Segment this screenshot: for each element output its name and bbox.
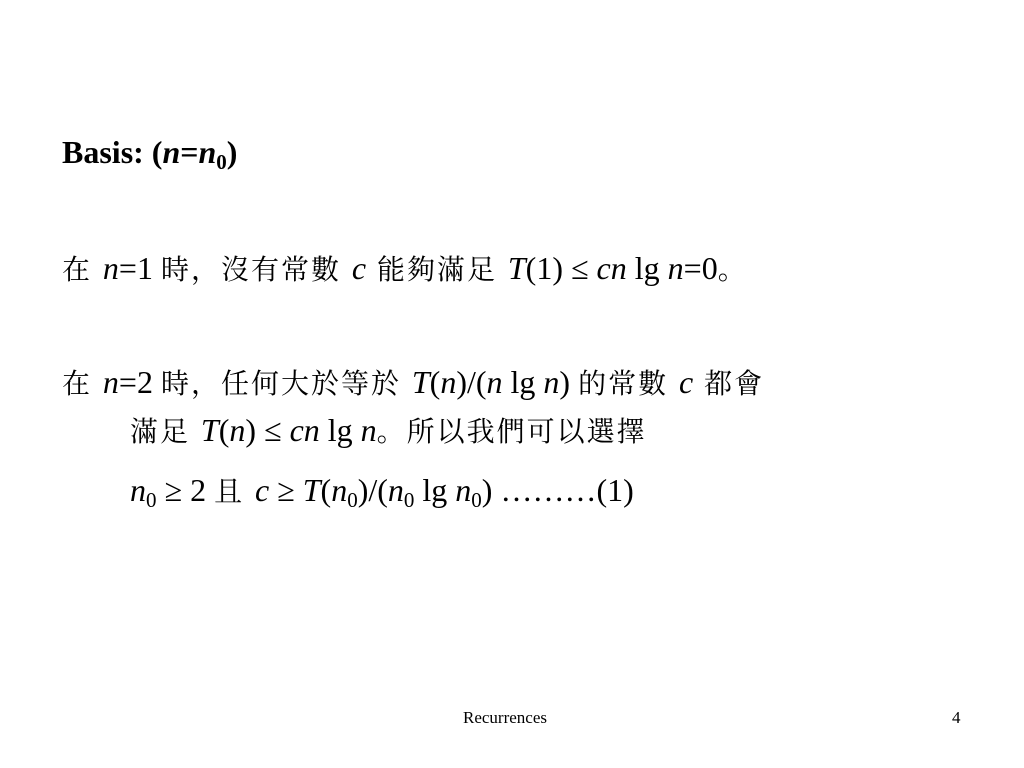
text-div: )/( (357, 472, 388, 508)
text-constant: 的常數 (578, 367, 679, 400)
var-n: n (440, 364, 457, 400)
var-n: n (455, 472, 472, 508)
var-T: T (411, 364, 430, 400)
text-leq: ) ≤ (245, 412, 290, 448)
text-lg: lg (502, 364, 544, 400)
var-T: T (507, 250, 526, 286)
footer-title: Recurrences (463, 708, 548, 727)
text-equation-number: ) ………(1) (481, 472, 634, 508)
text-zai: 在 (62, 367, 103, 400)
text-can-satisfy: 能夠滿足 (366, 253, 508, 286)
var-n: n (543, 364, 560, 400)
var-c: c (351, 250, 367, 286)
text-period: 。 (717, 253, 748, 286)
text-all-will: 都會 (693, 367, 765, 400)
text-lg: lg (319, 412, 361, 448)
var-n: n (102, 250, 119, 286)
text-lg: lg (626, 250, 668, 286)
paragraph-n2-line1 (62, 362, 764, 404)
var-cn: cn (289, 412, 320, 448)
paren-close: ) (226, 134, 238, 170)
paragraph-n2-line3 (130, 470, 634, 512)
text-t1-leq: (1) ≤ (525, 250, 597, 286)
text-zai: 在 (62, 253, 103, 286)
text-any-geq: 時，任何大於等於 (160, 367, 412, 400)
var-n0: n (198, 134, 217, 170)
text-geq: ≥ (269, 472, 303, 508)
paragraph-n2-line2 (130, 410, 647, 452)
text-and: 且 (214, 475, 255, 508)
var-n: n (667, 250, 684, 286)
subscript-0: 0 (347, 488, 358, 512)
text-satisfy: 滿足 (130, 415, 201, 448)
subscript-0: 0 (216, 150, 227, 174)
text-div: )/( (456, 364, 487, 400)
var-cn: cn (596, 250, 627, 286)
text-paren: ( (429, 364, 441, 400)
text-paren: ( (218, 412, 230, 448)
var-n: n (102, 364, 119, 400)
var-n: n (387, 472, 404, 508)
text-eq2: =2 (118, 364, 161, 400)
var-n: n (486, 364, 503, 400)
basis-label: Basis: (62, 134, 144, 170)
var-T: T (302, 472, 321, 508)
subscript-0: 0 (146, 488, 157, 512)
var-n: n (130, 472, 146, 508)
text-eq1: =1 (118, 250, 161, 286)
page-number: 4 (952, 708, 961, 727)
var-n: n (162, 134, 181, 170)
basis-heading (62, 132, 237, 172)
var-c: c (678, 364, 694, 400)
paragraph-n1 (62, 248, 748, 290)
var-n: n (331, 472, 348, 508)
text-eq0: =0 (683, 250, 718, 286)
var-n: n (360, 412, 377, 448)
text-no-constant: 時，沒有常數 (160, 253, 352, 286)
var-c: c (254, 472, 270, 508)
text-lg: lg (414, 472, 456, 508)
var-T: T (200, 412, 219, 448)
text-so-we-choose: 。所以我們可以選擇 (376, 415, 647, 448)
text-paren: ( (320, 472, 332, 508)
equals-sign: = (180, 134, 199, 170)
text-geq2: ≥ 2 (156, 472, 215, 508)
subscript-0: 0 (471, 488, 482, 512)
paren-open: ( (151, 134, 163, 170)
var-n: n (229, 412, 246, 448)
subscript-0: 0 (403, 488, 415, 512)
text-paren-close: ) (559, 364, 579, 400)
